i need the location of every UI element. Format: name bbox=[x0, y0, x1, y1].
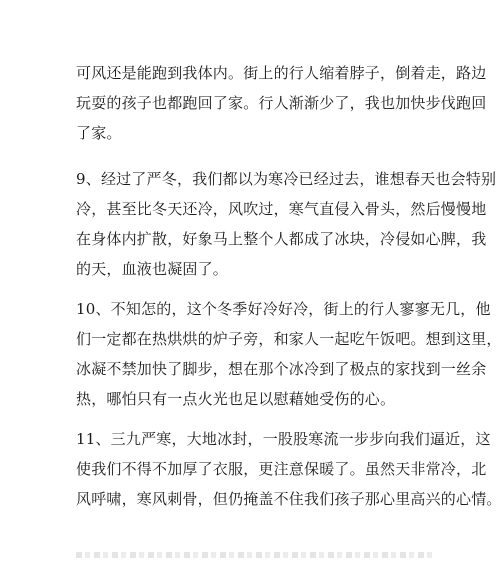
text-line: 9、经过了严冬，我们都以为寒冷已经过去，谁想春天也会特别 bbox=[76, 170, 497, 188]
paragraph-9 bbox=[76, 164, 497, 284]
paragraph-continued bbox=[76, 58, 487, 148]
text-line: 冷，甚至比冬天还冷，风吹过，寒气直侵入骨头，然后慢慢地 bbox=[76, 200, 487, 218]
text-line: 风呼啸，寒风刺骨，但仍掩盖不住我们孩子那心里高兴的心情。 bbox=[76, 490, 502, 508]
text-line: 们一定都在热烘烘的炉子旁，和家人一起吃午饭吧。想到这里， bbox=[76, 330, 502, 348]
text-line: 的天，血液也凝固了。 bbox=[76, 260, 229, 278]
paragraph-10 bbox=[76, 294, 502, 414]
text-line: 11、三九严寒，大地冰封，一股股寒流一步步向我们逼近，这 bbox=[76, 430, 491, 448]
text-line: 使我们不得不加厚了衣服，更注意保暖了。虽然天非常冷，北 bbox=[76, 460, 487, 478]
text-line: 10、不知怎的，这个冬季好冷好冷，街上的行人寥寥无几，他 bbox=[76, 300, 491, 318]
text-line: 在身体内扩散，好象马上整个人都成了冰块，冷侵如心脾，我 bbox=[76, 230, 487, 248]
text-line: 玩耍的孩子也都跑回了家。行人渐渐少了，我也加快步伐跑回 bbox=[76, 94, 487, 112]
text-line: 了家。 bbox=[76, 124, 122, 142]
paragraph-11 bbox=[76, 424, 502, 514]
text-line: 热，哪怕只有一点火光也足以慰藉她受伤的心。 bbox=[76, 390, 396, 408]
text-line: 冰凝不禁加快了脚步，想在那个冰冷到了极点的家找到一丝余 bbox=[76, 360, 487, 378]
cut-off-text-strip bbox=[76, 552, 436, 558]
text-line: 可风还是能跑到我体内。街上的行人缩着脖子，倒着走，路边 bbox=[76, 64, 487, 82]
